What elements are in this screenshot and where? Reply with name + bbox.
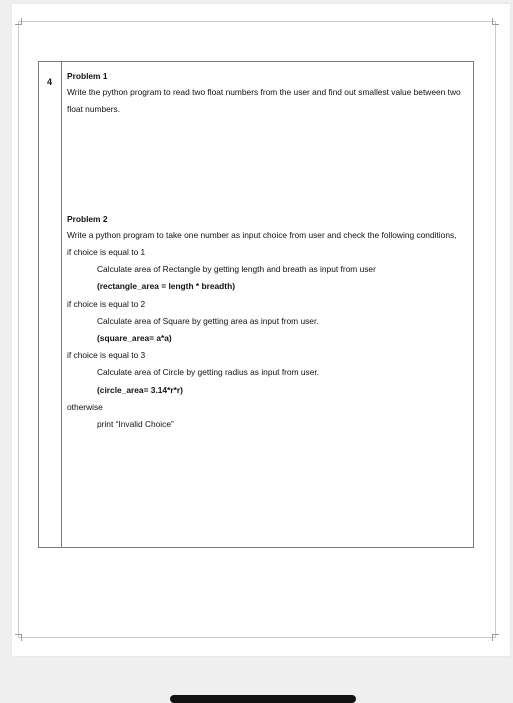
crop-mark — [15, 18, 22, 25]
question-number: 4 — [47, 77, 53, 87]
crop-mark — [492, 18, 499, 25]
problem-2-title: Problem 2 — [67, 214, 108, 224]
problem-1-title: Problem 1 — [67, 71, 108, 81]
crop-mark — [15, 634, 22, 641]
question-content — [67, 68, 471, 433]
question-table — [38, 61, 474, 548]
otherwise-label: otherwise — [67, 401, 103, 412]
home-indicator[interactable] — [170, 695, 356, 703]
condition-2-text: Calculate area of Square by getting area as input from user. — [97, 315, 319, 326]
problem-1-text: Write the python program to read two float numbers from the user and find out smallest value between two float numbers. — [67, 87, 461, 114]
problem-2-intro: Write a python program to take one number as input choice from user and check the following conditions, — [67, 230, 457, 240]
condition-1-text: Calculate area of Rectangle by getting length and breath as input from user — [97, 264, 376, 275]
condition-2-formula: (square_area= a*a) — [97, 332, 172, 343]
condition-3-text: Calculate area of Circle by getting radius as input from user. — [97, 367, 320, 378]
condition-1: if choice is equal to 1 — [67, 247, 146, 257]
condition-2: if choice is equal to 2 — [67, 298, 146, 309]
condition-3: if choice is equal to 3 — [67, 350, 146, 361]
answer-space — [67, 118, 471, 211]
question-number-column — [39, 62, 62, 547]
otherwise-text: print “Invalid Choice” — [97, 418, 174, 429]
condition-3-formula: (circle_area= 3.14*r*r) — [97, 384, 183, 395]
crop-mark — [492, 634, 499, 641]
condition-1-formula: (rectangle_area = length * breadth) — [97, 281, 235, 292]
